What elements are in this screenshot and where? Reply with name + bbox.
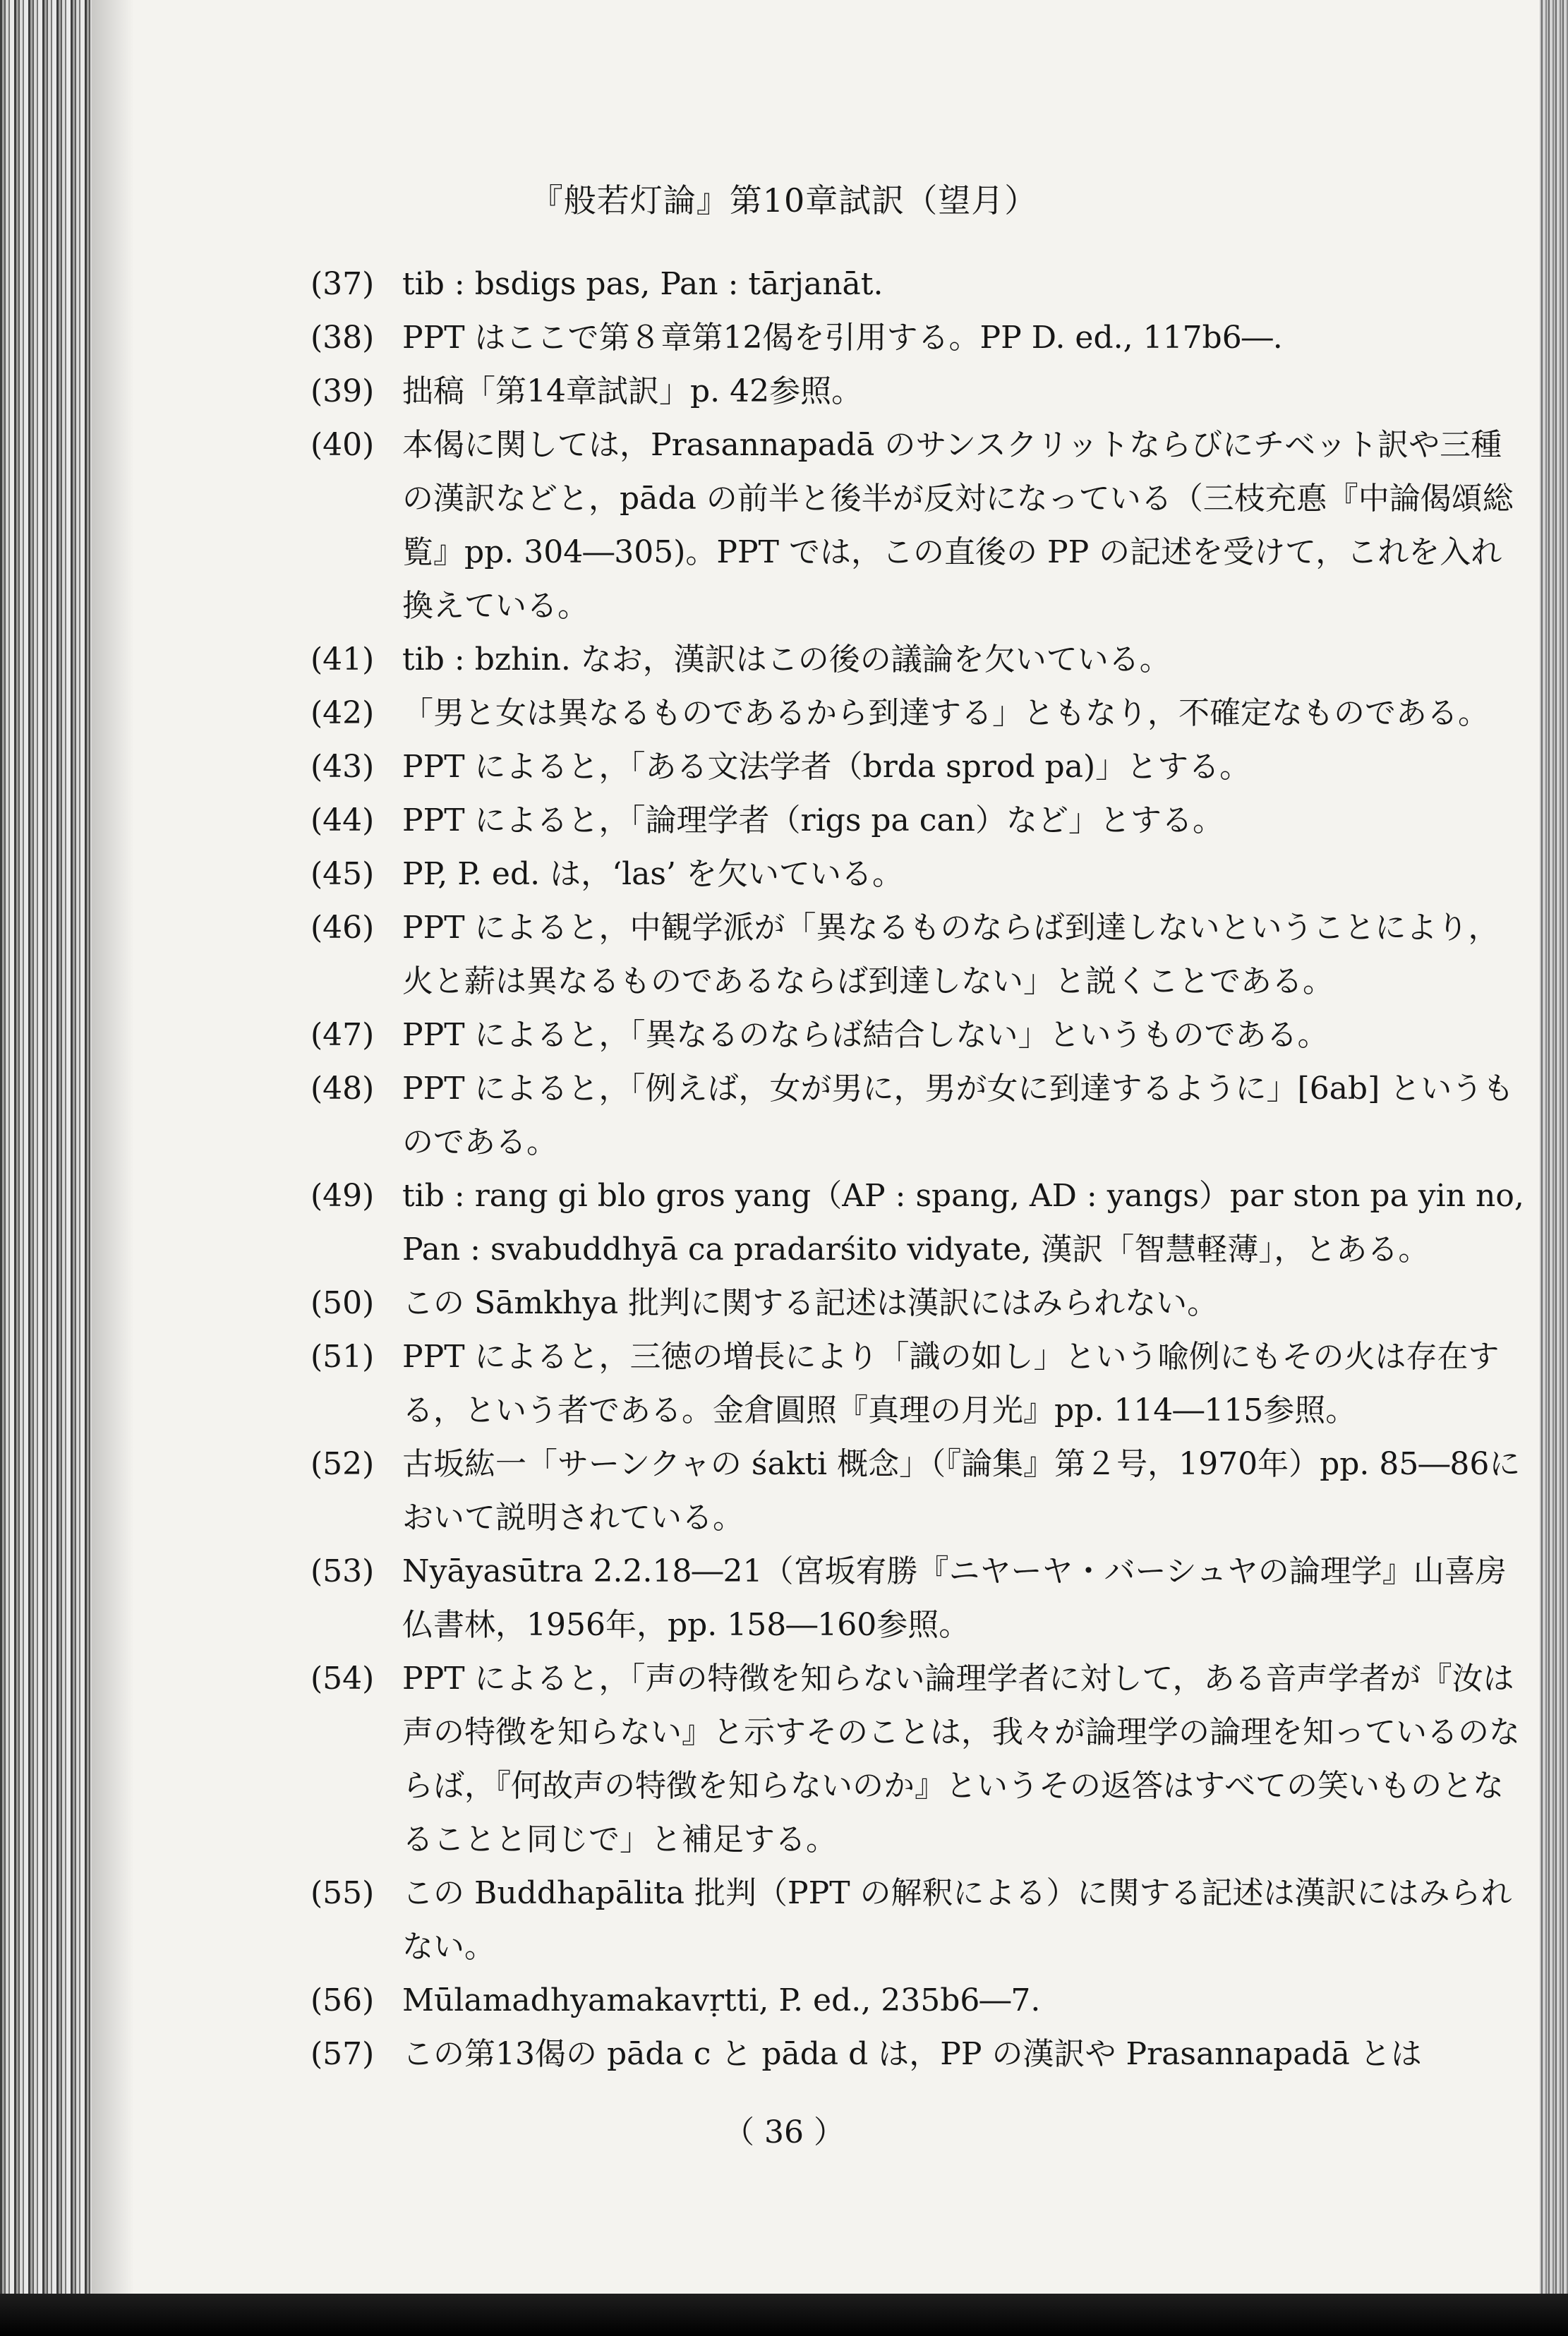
note-number: (52) [310,1446,375,1482]
note-43 [310,740,1524,794]
note-text: tib : bsdigs pas, Pan : tārjanāt. [402,266,883,302]
note-50 [310,1277,1524,1330]
note-46 [310,901,1524,1009]
note-number: (43) [310,749,375,785]
scan-edge-bottom [0,2294,1568,2336]
scan-edge-right [1540,0,1568,2336]
note-number: (44) [310,802,375,838]
note-number: (53) [310,1553,375,1589]
note-text: PP, P. ed. は，‘las’ を欠いている。 [402,856,903,892]
note-number: (54) [310,1661,375,1697]
scan-shadow-left [92,0,134,2336]
endnotes-list [310,258,1524,2081]
note-text: PPT によると，「異なるのならば結合しない」というものである。 [402,1017,1329,1053]
note-47 [310,1009,1524,1062]
note-text: PPT によると，「論理学者（rigs pa can）など」とする。 [402,802,1224,838]
scan-binding-edge-left [0,0,92,2336]
note-text: 古坂紘一「サーンクャの śakti 概念」（『論集』第２号，1970年）pp. 85―86において説明されている。 [402,1446,1521,1536]
note-39 [310,365,1524,419]
note-number: (38) [310,320,375,356]
note-55 [310,1867,1524,1974]
note-44 [310,794,1524,848]
note-number: (50) [310,1285,375,1321]
note-56 [310,1974,1524,2028]
note-40 [310,419,1524,633]
note-49 [310,1169,1524,1277]
running-header: 『般若灯論』第10章試訳（望月） [530,181,1038,219]
page-number: （ 36 ） [723,2114,845,2150]
note-text: PPT によると，「ある文法学者（brda sprod pa)」とする。 [402,749,1251,785]
note-45 [310,848,1524,901]
note-number: (41) [310,642,375,678]
note-number: (40) [310,427,375,463]
note-number: (56) [310,1982,375,2018]
note-48 [310,1062,1524,1169]
note-38 [310,311,1524,365]
note-number: (51) [310,1339,375,1375]
note-text: PPT によると，「声の特徴を知らない論理学者に対して，ある音声学者が『汝は声の特徴を知らない』と示すそのことは，我々が論理学の論理を知っているのならば，『何故声の特徴を知らないのか』というその返答はすべての笑いものとなることと同じで」と補足する。 [402,1661,1520,1858]
note-number: (57) [310,2036,375,2072]
note-text: PPT によると，三徳の増長により「識の如し」という喩例にもその火は存在する，という者である。金倉圓照『真理の月光』pp. 114―115参照。 [402,1339,1500,1428]
note-text: この Buddhapālita 批判（PPT の解釈による）に関する記述は漢訳にはみられない。 [402,1875,1512,1965]
note-text: この Sāmkhya 批判に関する記述は漢訳にはみられない。 [402,1285,1219,1321]
note-text: 「男と女は異なるものであるから到達する」ともなり，不確定なものである。 [402,695,1489,731]
note-text: Nyāyasūtra 2.2.18―21（宮坂宥勝『ニヤーヤ・バーシュヤの論理学』山喜房仏書林，1956年，pp. 158―160参照。 [402,1553,1507,1643]
note-37 [310,258,1524,311]
note-text: PPT によると，「例えば，女が男に，男が女に到達するように」[6ab] というものである。 [402,1071,1514,1160]
note-number: (42) [310,695,375,731]
note-text: PPT はここで第８章第12偈を引用する。PP D. ed., 117b6―. [402,320,1283,356]
note-54 [310,1652,1524,1867]
note-42 [310,687,1524,740]
note-text: 拙稿「第14章試訳」p. 42参照。 [402,373,863,409]
note-number: (55) [310,1875,375,1911]
note-52 [310,1438,1524,1545]
note-number: (47) [310,1017,375,1053]
note-text: tib : rang gi blo gros yang（AP : spang, AD : yangs）par ston pa yin no, Pan : svabuddhyā ca pradarśito vidyate, 漢訳「智慧軽薄」，とある。 [402,1178,1524,1268]
note-text: tib : bzhin. なお，漢訳はこの後の議論を欠いている。 [402,642,1171,678]
note-number: (37) [310,266,375,302]
note-number: (49) [310,1178,375,1214]
note-number: (48) [310,1071,375,1107]
note-57 [310,2028,1524,2081]
note-text: Mūlamadhyamakavṛtti, P. ed., 235b6―7. [402,1982,1041,2018]
note-41 [310,633,1524,687]
note-text: PPT によると，中観学派が「異なるものならば到達しないということにより，火と薪は異なるものであるならば到達しない」と説くことである。 [402,910,1500,999]
note-text: 本偈に関しては，Prasannapadā のサンスクリットならびにチベット訳や三種の漢訳などと，pāda の前半と後半が反対になっている（三枝充悳『中論偈頌総覧』pp. 304―305)。PPT では，この直後の PP の記述を受けて，これを入れ換えている。 [402,427,1514,624]
note-number: (45) [310,856,375,892]
note-number: (39) [310,373,375,409]
note-number: (46) [310,910,375,946]
note-53 [310,1545,1524,1652]
note-text: この第13偈の pāda c と pāda d は，PP の漢訳や Prasannapadā とは [402,2036,1422,2072]
note-51 [310,1330,1524,1438]
